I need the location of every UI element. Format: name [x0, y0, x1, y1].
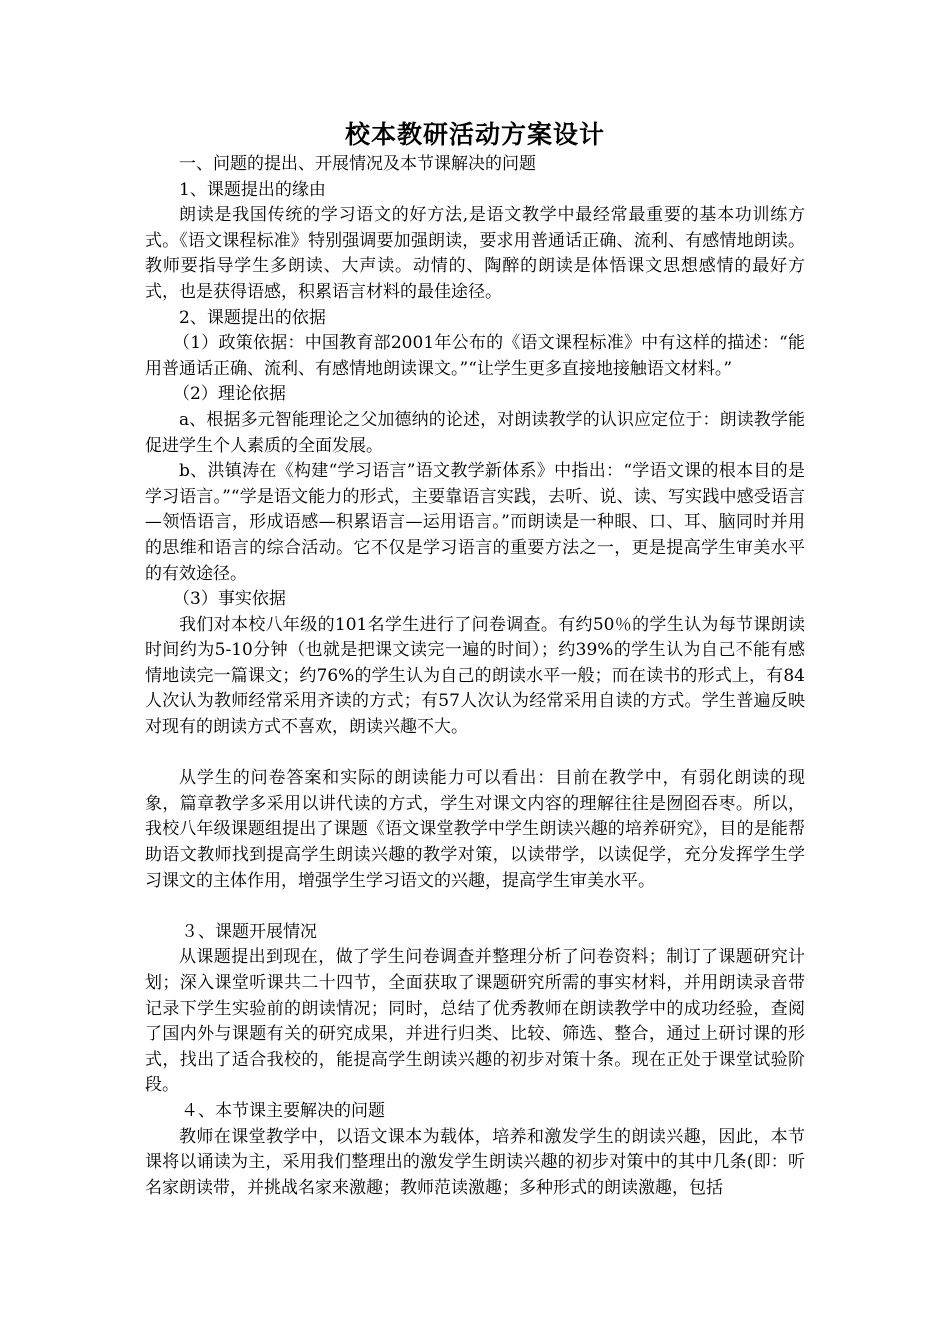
paragraph-theory-b: b、洪镇涛在《构建“学习语言”语文教学新体系》中指出：“学语文课的根本目的是学习语言。”“学是语文能力的形式，主要靠语言实践，去听、说、读、写实践中感受语言—领悟语言，形成语感—积累语言—运用语言。”而朗读是一种眼、口、耳、脑同时并用的思维和语言的综合活动。它不仅是学习语言的重要方法之一，更是提高学生审美水平的有效途径。: [145, 461, 805, 584]
subsection-heading-origin: 1、课题提出的缘由: [179, 179, 326, 200]
paragraph-progress: 从课题提出到现在，做了学生问卷调查并整理分析了问卷资料；制订了课题研究计划；深入课堂听课共二十四节，全面获取了课题研究所需的事实材料，并用朗读录音带记录下学生实验前的朗读情况；同时，总结了优秀教师在朗读教学中的成功经验，查阅了国内外与课题有关的研究成果，并进行归类、比较、筛选、整合，通过上研讨课的形式，找出了适合我校的，能提高学生朗读兴趣的初步对策十条。现在正处于课堂试验阶段。: [145, 947, 805, 1096]
blank-line: [145, 741, 805, 767]
paragraph-conclusion: 从学生的问卷答案和实际的朗读能力可以看出：目前在教学中，有弱化朗读的现象，篇章教学多采用以讲代读的方式，学生对课文内容的理解往往是囫囵吞枣。所以，我校八年级课题组提出了课题《语文课堂教学中学生朗读兴趣的培养研究》，目的是能帮助语文教师找到提高学生朗读兴趣的教学对策，以读带学，以读促学，充分发挥学生学习课文的主体作用，增强学生学习语文的兴趣，提高学生审美水平。: [145, 768, 805, 891]
subsection-heading-facts: （3）事实依据: [173, 589, 286, 610]
subsection-heading-theory: （2）理论依据: [173, 384, 286, 405]
document-title: 校本教研活动方案设计: [344, 120, 605, 149]
subsection-heading-progress: ３、课题开展情况: [181, 921, 317, 942]
paragraph-origin: 朗读是我国传统的学习语文的好方法,是语文教学中最经常最重要的基本功训练方式。《语文课程标准》特别强调要加强朗读，要求用普通话正确、流利、有感情地朗读。教师要指导学生多朗读、大声读。动情的、陶醉的朗读是体悟课文思想感情的最好方式，也是获得语感，积累语言材料的最佳途径。: [145, 205, 805, 302]
paragraph-lesson-problem: 教师在课堂教学中，以语文课本为载体，培养和激发学生的朗读兴趣，因此，本节课将以诵读为主，采用我们整理出的激发学生朗读兴趣的初步对策中的其中几条(即：听名家朗读带，并挑战名家来激趣；教师范读激趣；多种形式的朗读激趣，包括: [145, 1126, 805, 1198]
paragraph-theory-a: a、根据多元智能理论之父加德纳的论述，对朗读教学的认识应定位于：朗读教学能促进学生个人素质的全面发展。: [145, 409, 805, 456]
subsection-heading-lesson-problem: ４、本节课主要解决的问题: [181, 1100, 385, 1121]
paragraph-survey: 我们对本校八年级的101名学生进行了问卷调查。有约50％的学生认为每节课朗读时间约为5-10分钟（也就是把课文读完一遍的时间）；约39%的学生认为自己不能有感情地读完一篇课文；约76%的学生认为自己的朗读水平一般；而在读书的形式上，有84人次认为教师经常采用齐读的方式；有57人次认为经常采用自读的方式。学生普遍反映对现有的朗读方式不喜欢，朗读兴趣不大。: [145, 614, 805, 738]
section-heading-1: 一、问题的提出、开展情况及本节课解决的问题: [179, 154, 536, 174]
blank-line: [145, 894, 805, 920]
paragraph-policy-basis: （1）政策依据：中国教育部2001年公布的《语文课程标准》中有这样的描述：“能用普通话正确、流利、有感情地朗读课文。”“让学生更多直接地接触语文材料。”: [145, 333, 805, 379]
document-body: [145, 152, 805, 1201]
subsection-heading-basis: 2、课题提出的依据: [179, 307, 326, 328]
